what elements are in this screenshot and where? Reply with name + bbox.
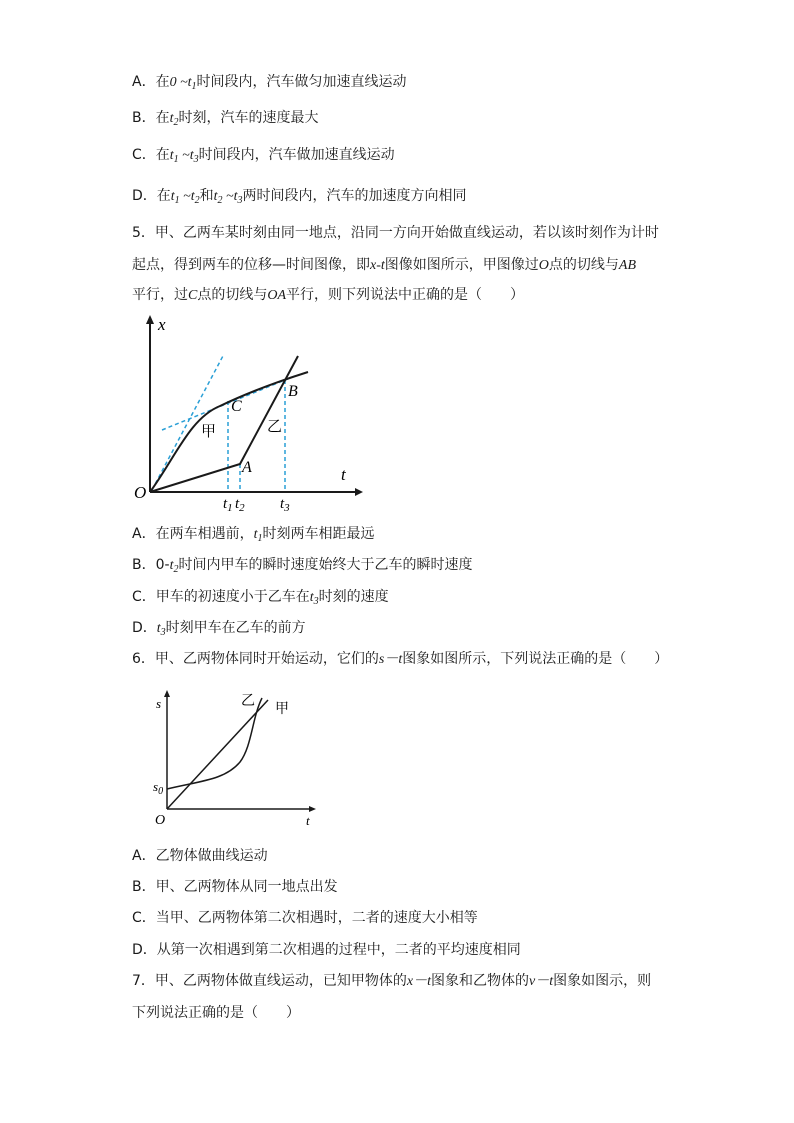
- q6-stem: 6．甲、乙两物体同时开始运动，它们的s－t图象如图所示，下列说法正确的是（ ）: [132, 651, 669, 667]
- q5-point-b-label: B: [288, 383, 298, 400]
- q6-option-c: C．当甲、乙两物体第二次相遇时，二者的速度大小相等: [132, 910, 478, 926]
- q5-option-c: C．甲车的初速度小于乙车在$t_3$时刻的速度: [132, 589, 389, 607]
- q5-stem-line1: 5．甲、乙两车某时刻由同一地点，沿同一方向开始做直线运动，若以该时刻作为计时: [132, 225, 659, 241]
- q6-option-b: B．甲、乙两物体从同一地点出发: [132, 879, 338, 895]
- q5-t-axis-label: t: [341, 465, 346, 484]
- q5-curve-jia-label: 甲: [201, 424, 217, 440]
- q6-t-axis-arrow: [309, 806, 316, 812]
- q5-origin-label: O: [134, 483, 147, 502]
- q6-st-graph: [150, 688, 330, 830]
- q5-x-axis-label: x: [158, 315, 166, 334]
- q4-option-c: C．在$t_1$ $\sim t_3$时间段内，汽车做加速直线运动: [132, 147, 395, 165]
- q4-option-d: D．在$t_1$ $\sim t_2$和$t_2$ $\sim t_3$两时间段内，汽车的加速度方向相同: [132, 188, 467, 206]
- q6-s0-label: $s_0$: [153, 779, 164, 797]
- q5-option-b: B．$0-t_2$时间内甲车的瞬时速度始终大于乙车的瞬时速度: [132, 557, 473, 575]
- q6-line-jia: [167, 700, 268, 809]
- q5-t3-label: $t_3$: [280, 496, 290, 513]
- q5-point-a-label: A: [242, 459, 252, 476]
- q5-line-yi-label: 乙: [267, 419, 283, 435]
- q5-tangent-at-o: [152, 354, 224, 490]
- q6-curve-yi: [167, 698, 262, 789]
- q6-curve-yi-label: 乙: [241, 694, 255, 709]
- q5-stem-line3: 平行，过C点的切线与OA平行，则下列说法中正确的是（ ）: [132, 287, 525, 303]
- q5-t-axis-arrow: [355, 488, 363, 496]
- q7-stem-line1: 7．甲、乙两物体做直线运动，已知甲物体的x－t图象和乙物体的v－t图象如图示，则: [132, 973, 652, 989]
- q6-option-a: A．乙物体做曲线运动: [132, 848, 268, 864]
- q5-option-d: D．$t_3$时刻甲车在乙车的前方: [132, 620, 306, 638]
- q4-option-a: A．在0 $\sim t_1$时间段内，汽车做匀加速直线运动: [132, 74, 407, 92]
- q7-stem-line2: 下列说法正确的是（ ）: [132, 1005, 300, 1021]
- q5-t2-label: $t_2$: [235, 496, 245, 513]
- q6-origin-label: O: [155, 813, 166, 828]
- q5-xt-graph: [130, 308, 370, 513]
- q6-s-axis-label: s: [156, 696, 162, 711]
- q6-option-d: D．从第一次相遇到第二次相遇的过程中，二者的平均速度相同: [132, 942, 521, 958]
- q4-option-b: B．在$t_2$时刻，汽车的速度最大: [132, 110, 319, 128]
- q5-option-a: A．在两车相遇前，$t_1$时刻两车相距最远: [132, 526, 375, 544]
- q5-point-c-label: C: [231, 398, 242, 415]
- q6-line-jia-label: 甲: [275, 702, 289, 717]
- q5-x-axis-arrow: [146, 315, 154, 324]
- q6-t-axis-label: t: [306, 813, 310, 828]
- q5-stem-line2: 起点，得到两车的位移—时间图像，即x-t图像如图所示，甲图像过O点的切线与AB: [132, 257, 636, 273]
- q5-t1-label: $t_1$: [223, 496, 233, 513]
- q6-s-axis-arrow: [164, 690, 170, 697]
